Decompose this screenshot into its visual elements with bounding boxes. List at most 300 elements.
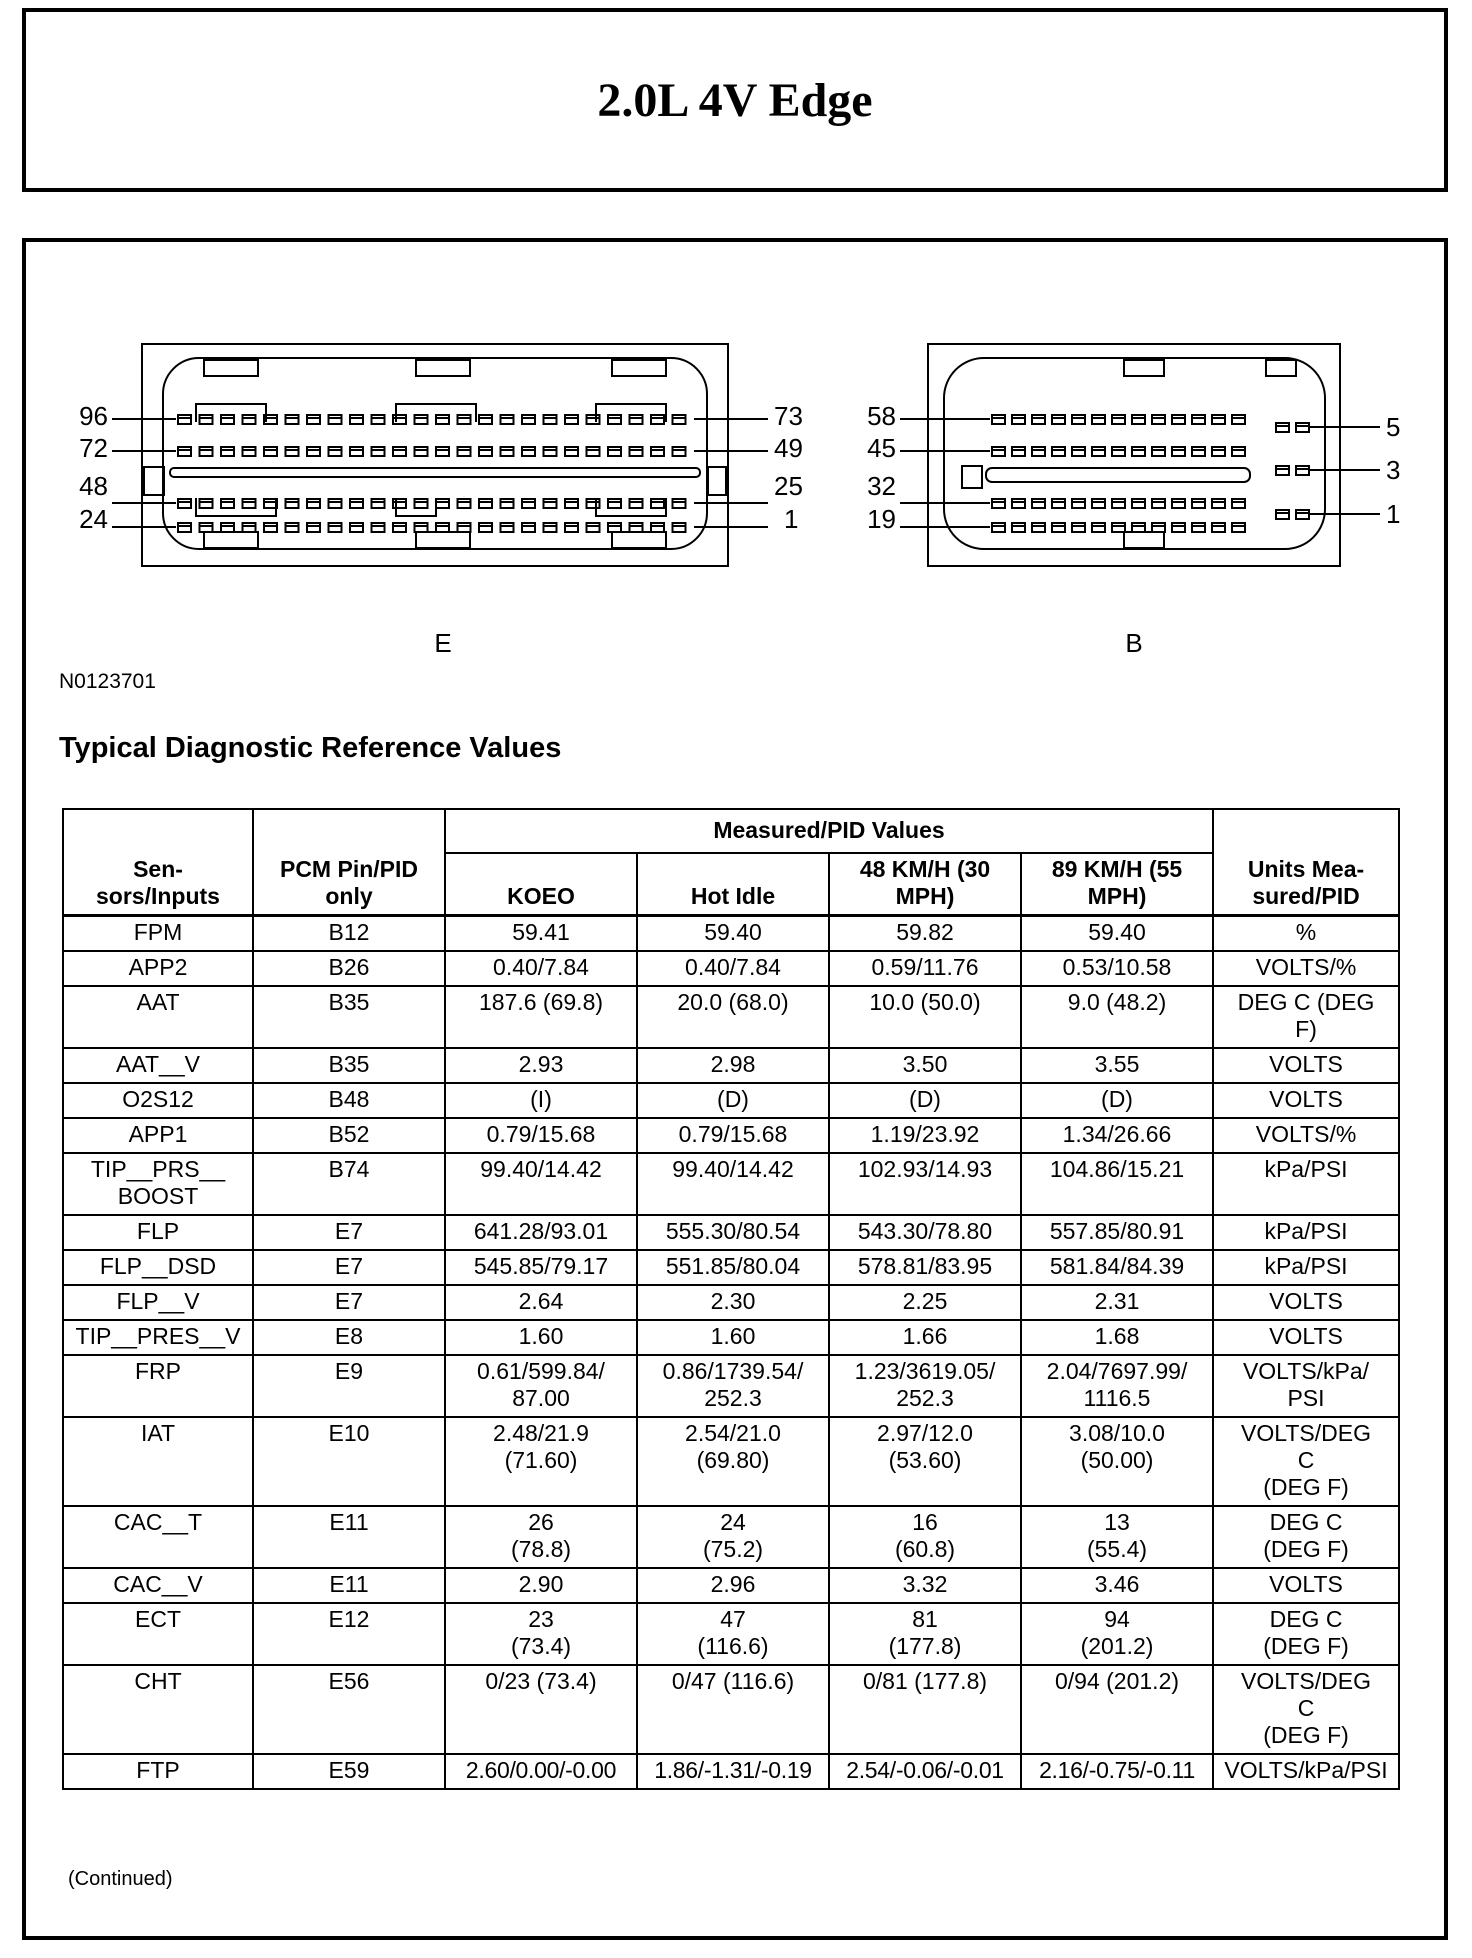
- table-cell-koeo: 545.85/79.17: [445, 1250, 637, 1285]
- table-cell-sensor: CHT: [63, 1665, 253, 1754]
- connector-b-label-45: 45: [867, 433, 896, 463]
- connector-b-pin: [1052, 499, 1065, 508]
- connector-e-pin: [673, 499, 686, 508]
- connector-e-pin: [221, 415, 234, 424]
- table-cell-koeo: 187.6 (69.8): [445, 986, 637, 1048]
- table-row: [63, 1118, 1399, 1153]
- table-cell-s55: 59.40: [1021, 916, 1213, 952]
- connector-b-pin: [1152, 499, 1165, 508]
- connector-e-pin: [393, 523, 406, 532]
- table-cell-koeo: 0.61/599.84/ 87.00: [445, 1355, 637, 1417]
- connector-b-pin: [1212, 523, 1225, 532]
- connector-e-pin: [544, 499, 557, 508]
- connector-b-pin: [1192, 499, 1205, 508]
- table-cell-pin: E12: [253, 1603, 445, 1665]
- table-cell-units: kPa/PSI: [1213, 1153, 1399, 1215]
- table-cell-idle: 0/47 (116.6): [637, 1665, 829, 1754]
- table-cell-units: %: [1213, 916, 1399, 952]
- table-cell-s55: 94 (201.2): [1021, 1603, 1213, 1665]
- table-row: [63, 1506, 1399, 1568]
- connector-e-name: E: [434, 628, 452, 658]
- table-cell-s55: 1.34/26.66: [1021, 1118, 1213, 1153]
- connector-e-pin: [436, 447, 449, 456]
- table-cell-koeo: 2.48/21.9 (71.60): [445, 1417, 637, 1506]
- connector-e-pin: [458, 499, 471, 508]
- table-row: [63, 916, 1399, 952]
- table-cell-units: VOLTS: [1213, 1320, 1399, 1355]
- connector-e-pin: [329, 447, 342, 456]
- connector-e-pin: [329, 499, 342, 508]
- connector-b-pin: [1172, 447, 1185, 456]
- connector-e-pin: [436, 415, 449, 424]
- table-cell-pin: B74: [253, 1153, 445, 1215]
- table-cell-s30: 2.54/-0.06/-0.01: [829, 1754, 1021, 1789]
- connector-e-pin: [415, 523, 428, 532]
- table-cell-s30: 578.81/83.95: [829, 1250, 1021, 1285]
- connector-e-pin: [243, 447, 256, 456]
- connector-e-pin: [544, 415, 557, 424]
- table-cell-units: VOLTS: [1213, 1048, 1399, 1083]
- table-cell-sensor: FLP: [63, 1215, 253, 1250]
- connector-e-pin: [651, 523, 664, 532]
- connector-b-pin: [1232, 447, 1245, 456]
- connector-b-pin: [1212, 499, 1225, 508]
- connector-e-pin: [221, 523, 234, 532]
- table-cell-s30: (D): [829, 1083, 1021, 1118]
- connector-e-pin: [651, 415, 664, 424]
- table-cell-pin: E7: [253, 1250, 445, 1285]
- table-cell-idle: 555.30/80.54: [637, 1215, 829, 1250]
- table-cell-sensor: CAC__T: [63, 1506, 253, 1568]
- connector-b-label-1: 1: [1386, 499, 1401, 529]
- connector-b-pin: [992, 499, 1005, 508]
- table-cell-sensor: APP1: [63, 1118, 253, 1153]
- connector-b-pin: [1112, 523, 1125, 532]
- connector-e-pin: [522, 499, 535, 508]
- connector-e-pin: [501, 499, 514, 508]
- connector-e-pin: [372, 499, 385, 508]
- table-cell-idle: 0.86/1739.54/ 252.3: [637, 1355, 829, 1417]
- connector-b-pin: [1132, 523, 1145, 532]
- reference-values-table: [62, 808, 1400, 1790]
- section-title: Typical Diagnostic Reference Values: [59, 732, 562, 764]
- connector-e-pin: [415, 415, 428, 424]
- table-cell-koeo: (I): [445, 1083, 637, 1118]
- table-cell-koeo: 2.64: [445, 1285, 637, 1320]
- connector-e-pin: [522, 447, 535, 456]
- connector-e-pin: [243, 415, 256, 424]
- table-cell-units: kPa/PSI: [1213, 1250, 1399, 1285]
- connector-e-pin: [178, 499, 191, 508]
- table-cell-s30: 1.66: [829, 1320, 1021, 1355]
- pin-rows: [178, 415, 1309, 532]
- connector-b-pin: [1152, 523, 1165, 532]
- table-row: [63, 1754, 1399, 1789]
- header-89-kmh: 89 KM/H (55 MPH): [1021, 853, 1213, 916]
- table-cell-sensor: FLP__V: [63, 1285, 253, 1320]
- header-measured-pid-values: Measured/PID Values: [445, 809, 1213, 853]
- connector-b-power-pin: [1296, 466, 1309, 475]
- table-row: [63, 1285, 1399, 1320]
- connector-e-pin: [673, 415, 686, 424]
- table-cell-koeo: 2.60/0.00/-0.00: [445, 1754, 637, 1789]
- table-cell-units: VOLTS/kPa/PSI: [1213, 1754, 1399, 1789]
- connector-e-pin: [479, 499, 492, 508]
- connector-b-pin: [1152, 415, 1165, 424]
- connector-e-pin: [178, 447, 191, 456]
- table-cell-pin: E11: [253, 1506, 445, 1568]
- connector-e-pin: [264, 447, 277, 456]
- table-cell-sensor: AAT: [63, 986, 253, 1048]
- connector-e-pin: [200, 523, 213, 532]
- connector-e-pin: [372, 447, 385, 456]
- table-cell-s30: 16 (60.8): [829, 1506, 1021, 1568]
- table-cell-s30: 3.50: [829, 1048, 1021, 1083]
- connector-e-pin: [178, 415, 191, 424]
- connector-b-power-pin: [1276, 423, 1289, 432]
- connector-e-pin: [630, 499, 643, 508]
- table-cell-idle: 0.40/7.84: [637, 951, 829, 986]
- connector-e-pin: [221, 499, 234, 508]
- connector-e-label-72: 72: [79, 433, 108, 463]
- table-cell-s30: 0.59/11.76: [829, 951, 1021, 986]
- connector-e-pin: [372, 523, 385, 532]
- table-cell-s30: 1.23/3619.05/ 252.3: [829, 1355, 1021, 1417]
- table-cell-s55: 3.46: [1021, 1568, 1213, 1603]
- table-row: [63, 1603, 1399, 1665]
- table-row: [63, 1048, 1399, 1083]
- table-cell-idle: 2.96: [637, 1568, 829, 1603]
- table-cell-sensor: AAT__V: [63, 1048, 253, 1083]
- connector-b-pin: [1212, 415, 1225, 424]
- table-cell-s30: 102.93/14.93: [829, 1153, 1021, 1215]
- connector-e-pin: [608, 499, 621, 508]
- table-cell-s30: 2.25: [829, 1285, 1021, 1320]
- table-cell-s55: 2.16/-0.75/-0.11: [1021, 1754, 1213, 1789]
- table-row: [63, 1568, 1399, 1603]
- table-cell-pin: B26: [253, 951, 445, 986]
- table-cell-s30: 543.30/78.80: [829, 1215, 1021, 1250]
- connector-e-pin: [522, 523, 535, 532]
- connector-b-pin: [1032, 447, 1045, 456]
- connector-e-pin: [436, 499, 449, 508]
- connector-diagram: [26, 242, 1444, 662]
- connector-e-pin: [522, 415, 535, 424]
- table-cell-pin: E7: [253, 1285, 445, 1320]
- connector-e-pin: [286, 415, 299, 424]
- table-cell-pin: B52: [253, 1118, 445, 1153]
- connector-e-pin: [458, 415, 471, 424]
- table-row: [63, 1250, 1399, 1285]
- table-cell-s30: 0/81 (177.8): [829, 1665, 1021, 1754]
- connector-e-label-1: 1: [784, 504, 799, 534]
- page-title: 2.0L 4V Edge: [597, 73, 873, 127]
- connector-e-pin: [264, 523, 277, 532]
- table-row: [63, 1083, 1399, 1118]
- connector-e-pin: [608, 447, 621, 456]
- connector-b-label-3: 3: [1386, 455, 1401, 485]
- table-cell-pin: E7: [253, 1215, 445, 1250]
- connector-e-pin: [587, 499, 600, 508]
- table-cell-koeo: 23 (73.4): [445, 1603, 637, 1665]
- connector-e-pin: [436, 523, 449, 532]
- table-cell-units: VOLTS: [1213, 1083, 1399, 1118]
- connector-e-pin: [393, 499, 406, 508]
- connector-e-pin: [307, 499, 320, 508]
- table-row: [63, 986, 1399, 1048]
- table-cell-pin: E56: [253, 1665, 445, 1754]
- header-sensors-inputs: Sen- sors/Inputs: [63, 809, 253, 916]
- table-cell-s55: 2.31: [1021, 1285, 1213, 1320]
- header-48-kmh: 48 KM/H (30 MPH): [829, 853, 1021, 916]
- table-cell-idle: 1.60: [637, 1320, 829, 1355]
- continued-label: (Continued): [68, 1868, 173, 1890]
- connector-e-pin: [415, 447, 428, 456]
- connector-e-label-73: 73: [774, 401, 803, 431]
- table-cell-koeo: 0.40/7.84: [445, 951, 637, 986]
- connector-e-pin: [673, 447, 686, 456]
- connector-e-pin: [200, 415, 213, 424]
- table-cell-idle: 551.85/80.04: [637, 1250, 829, 1285]
- table-cell-units: VOLTS/%: [1213, 951, 1399, 986]
- table-cell-koeo: 26 (78.8): [445, 1506, 637, 1568]
- table-cell-idle: 59.40: [637, 916, 829, 952]
- connector-e-pin: [565, 523, 578, 532]
- connector-e-pin: [630, 415, 643, 424]
- table-cell-idle: 20.0 (68.0): [637, 986, 829, 1048]
- connector-e-pin: [479, 415, 492, 424]
- connector-b-pin: [1032, 499, 1045, 508]
- table-cell-pin: E8: [253, 1320, 445, 1355]
- table-row: [63, 1320, 1399, 1355]
- connector-e-pin: [587, 415, 600, 424]
- table-cell-pin: B12: [253, 916, 445, 952]
- table-cell-s55: (D): [1021, 1083, 1213, 1118]
- connector-b-power-pin: [1276, 466, 1289, 475]
- table-row: [63, 1355, 1399, 1417]
- table-cell-pin: E10: [253, 1417, 445, 1506]
- connector-b-label-58: 58: [867, 401, 896, 431]
- connector-b-pin: [1072, 447, 1085, 456]
- connector-b-pin: [1172, 523, 1185, 532]
- connector-e-pin: [243, 523, 256, 532]
- connector-e-pin: [608, 523, 621, 532]
- table-cell-idle: 2.98: [637, 1048, 829, 1083]
- table-cell-units: kPa/PSI: [1213, 1215, 1399, 1250]
- table-cell-sensor: CAC__V: [63, 1568, 253, 1603]
- connector-b-label-32: 32: [867, 471, 896, 501]
- table-cell-koeo: 1.60: [445, 1320, 637, 1355]
- connector-b-pin: [1172, 415, 1185, 424]
- table-cell-sensor: FTP: [63, 1754, 253, 1789]
- table-cell-sensor: TIP__PRES__V: [63, 1320, 253, 1355]
- connector-b-pin: [1152, 447, 1165, 456]
- connector-e-pin: [630, 523, 643, 532]
- table-cell-s55: 13 (55.4): [1021, 1506, 1213, 1568]
- header-hot-idle: Hot Idle: [637, 853, 829, 916]
- connector-b-label-5: 5: [1386, 412, 1401, 442]
- connector-e-pin: [587, 447, 600, 456]
- connector-b-pin: [1092, 499, 1105, 508]
- connector-b-pin: [1212, 447, 1225, 456]
- connector-e-pin: [501, 523, 514, 532]
- table-cell-s55: 9.0 (48.2): [1021, 986, 1213, 1048]
- connector-e-pin: [479, 447, 492, 456]
- table-cell-koeo: 2.93: [445, 1048, 637, 1083]
- connector-b-pin: [1012, 415, 1025, 424]
- connector-e-pin: [501, 447, 514, 456]
- table-cell-units: VOLTS/%: [1213, 1118, 1399, 1153]
- table-cell-units: DEG C (DEG F): [1213, 1506, 1399, 1568]
- table-cell-idle: 24 (75.2): [637, 1506, 829, 1568]
- table-cell-sensor: O2S12: [63, 1083, 253, 1118]
- table-cell-idle: 2.30: [637, 1285, 829, 1320]
- table-cell-s55: 581.84/84.39: [1021, 1250, 1213, 1285]
- connector-b-pin: [1012, 523, 1025, 532]
- connector-b-pin: [1032, 523, 1045, 532]
- connector-e-pin: [565, 499, 578, 508]
- connector-b-pin: [1172, 499, 1185, 508]
- table-cell-idle: 0.79/15.68: [637, 1118, 829, 1153]
- header-koeo: KOEO: [445, 853, 637, 916]
- table-cell-idle: 1.86/-1.31/-0.19: [637, 1754, 829, 1789]
- connector-e-pin: [221, 447, 234, 456]
- connector-b-pin: [1112, 499, 1125, 508]
- table-cell-s30: 59.82: [829, 916, 1021, 952]
- table-cell-s55: 3.08/10.0 (50.00): [1021, 1417, 1213, 1506]
- connector-e-pin: [350, 499, 363, 508]
- table-cell-s30: 1.19/23.92: [829, 1118, 1021, 1153]
- table-cell-sensor: FRP: [63, 1355, 253, 1417]
- table-cell-units: VOLTS: [1213, 1285, 1399, 1320]
- connector-b-pin: [1092, 523, 1105, 532]
- connector-b-pin: [1092, 447, 1105, 456]
- table-row: [63, 1153, 1399, 1215]
- connector-e-pin: [501, 415, 514, 424]
- table-cell-pin: B35: [253, 986, 445, 1048]
- table-cell-s55: 0.53/10.58: [1021, 951, 1213, 986]
- connector-e-pin: [608, 415, 621, 424]
- pin-leader-lines: [112, 419, 1380, 527]
- connector-b-pin: [1092, 415, 1105, 424]
- connector-e-pin: [458, 447, 471, 456]
- table-cell-pin: E11: [253, 1568, 445, 1603]
- table-cell-koeo: 59.41: [445, 916, 637, 952]
- table-cell-sensor: FPM: [63, 916, 253, 952]
- connector-e-pin: [544, 447, 557, 456]
- connector-e-pin: [200, 499, 213, 508]
- table-cell-idle: (D): [637, 1083, 829, 1118]
- connector-b-pin: [1192, 523, 1205, 532]
- table-cell-sensor: APP2: [63, 951, 253, 986]
- connector-e-label-24: 24: [79, 504, 108, 534]
- connector-b-pin: [1012, 499, 1025, 508]
- connector-b-pin: [1052, 523, 1065, 532]
- table-cell-s55: 2.04/7697.99/ 1116.5: [1021, 1355, 1213, 1417]
- table-cell-pin: B48: [253, 1083, 445, 1118]
- table-cell-s30: 2.97/12.0 (53.60): [829, 1417, 1021, 1506]
- connector-b-pin: [1072, 415, 1085, 424]
- table-cell-pin: B35: [253, 1048, 445, 1083]
- connector-e-pin: [307, 447, 320, 456]
- connector-e-pin: [458, 523, 471, 532]
- table-row: [63, 1215, 1399, 1250]
- title-box: [22, 8, 1448, 192]
- connector-e-pin: [286, 499, 299, 508]
- connector-b-pin: [1072, 523, 1085, 532]
- connector-b-pin: [992, 523, 1005, 532]
- connector-e-label-96: 96: [79, 401, 108, 431]
- connector-e-pin: [479, 523, 492, 532]
- header-pcm-pin: PCM Pin/PID only: [253, 809, 445, 916]
- table-cell-sensor: TIP__PRS__ BOOST: [63, 1153, 253, 1215]
- table-cell-koeo: 641.28/93.01: [445, 1215, 637, 1250]
- table-cell-pin: E59: [253, 1754, 445, 1789]
- connector-e-pin: [286, 447, 299, 456]
- connector-e-label-48: 48: [79, 471, 108, 501]
- main-content-box: [22, 238, 1448, 1940]
- connector-b-name: B: [1125, 628, 1143, 658]
- connector-b-pin: [1132, 499, 1145, 508]
- connector-e-pin: [350, 523, 363, 532]
- connector-b-power-pin: [1296, 510, 1309, 519]
- connector-b-pin: [1032, 415, 1045, 424]
- table-cell-sensor: ECT: [63, 1603, 253, 1665]
- connector-b-pin: [1192, 447, 1205, 456]
- connector-b-pin: [1132, 447, 1145, 456]
- connector-e-pin: [286, 523, 299, 532]
- connector-b-pin: [1192, 415, 1205, 424]
- table-cell-koeo: 0.79/15.68: [445, 1118, 637, 1153]
- connector-e-pin: [393, 415, 406, 424]
- connector-b-pin: [1072, 499, 1085, 508]
- connector-e-pin: [243, 499, 256, 508]
- table-row: [63, 1417, 1399, 1506]
- connector-e-pin: [651, 499, 664, 508]
- connector-e-label-49: 49: [774, 433, 803, 463]
- connector-b-power-pin: [1276, 510, 1289, 519]
- connector-b-pin: [1052, 415, 1065, 424]
- connector-b-power-pin: [1296, 423, 1309, 432]
- connector-e-label-25: 25: [774, 471, 803, 501]
- connector-e-pin: [200, 447, 213, 456]
- table-cell-idle: 47 (116.6): [637, 1603, 829, 1665]
- table-cell-s55: 0/94 (201.2): [1021, 1665, 1213, 1754]
- table-cell-s55: 104.86/15.21: [1021, 1153, 1213, 1215]
- connector-e-pin: [565, 415, 578, 424]
- table-cell-koeo: 2.90: [445, 1568, 637, 1603]
- connector-e-pin: [350, 447, 363, 456]
- connector-e-pin: [587, 523, 600, 532]
- table-cell-koeo: 0/23 (73.4): [445, 1665, 637, 1754]
- table-cell-units: VOLTS/DEG C (DEG F): [1213, 1665, 1399, 1754]
- connector-e-pin: [630, 447, 643, 456]
- table-cell-units: DEG C (DEG F): [1213, 986, 1399, 1048]
- connector-e-pin: [350, 415, 363, 424]
- connector-e-pin: [393, 447, 406, 456]
- table-cell-s55: 557.85/80.91: [1021, 1215, 1213, 1250]
- figure-id: N0123701: [59, 670, 156, 693]
- table-cell-s30: 10.0 (50.0): [829, 986, 1021, 1048]
- connector-e-pin: [651, 447, 664, 456]
- table-cell-units: VOLTS/kPa/ PSI: [1213, 1355, 1399, 1417]
- table-cell-pin: E9: [253, 1355, 445, 1417]
- table-cell-idle: 2.54/21.0 (69.80): [637, 1417, 829, 1506]
- table-cell-sensor: FLP__DSD: [63, 1250, 253, 1285]
- connector-b-pin: [992, 415, 1005, 424]
- connector-e-pin: [372, 415, 385, 424]
- connector-b-pin: [1132, 415, 1145, 424]
